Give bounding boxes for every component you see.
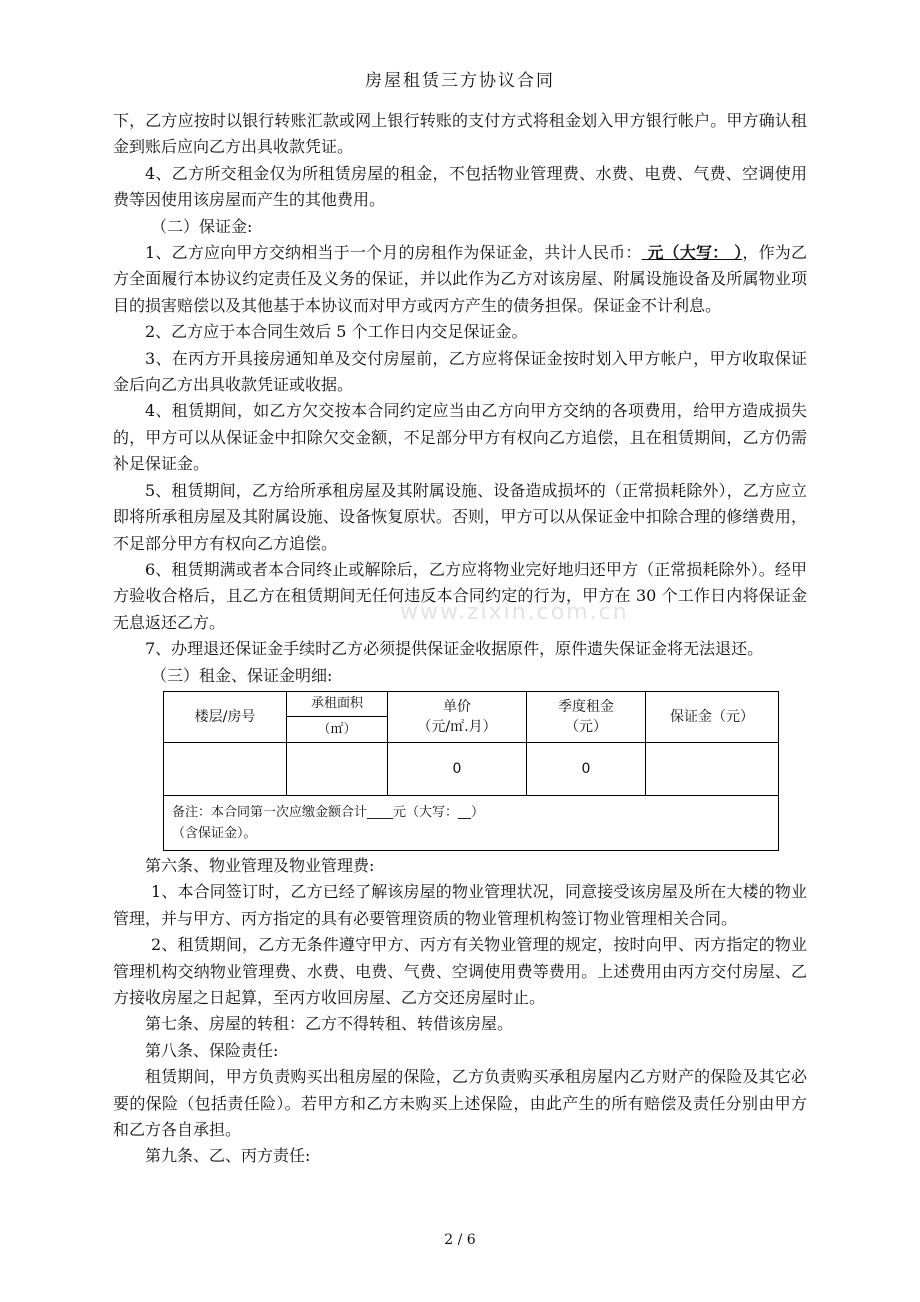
paragraph-deposit-5: 5、租赁期间，乙方给所承租房屋及其附属设施、设备造成损坏的（正常损耗除外），乙方应立即将所承租房屋及其附属设施、设备恢复原状。否则，甲方可以从保证金中扣除合理的修缮费用，不足部分甲方有权向乙方追偿。: [113, 480, 807, 553]
cell-deposit: [646, 742, 779, 795]
deposit-amount-blank: 元（大写： ）: [641, 243, 743, 263]
heading-article-6: 第六条、物业管理及物业管理费:: [145, 855, 375, 875]
table-note-line-1: 备注：本合同第一次应缴金额合计____元（大写：__）: [172, 804, 485, 820]
document-title: 房屋租赁三方协议合同: [365, 71, 555, 91]
heading-article-8: 第八条、保险责任:: [145, 1040, 279, 1060]
deposit-1-text-a: 1、乙方应向甲方交纳相当于一个月的房租作为保证金，共计人民币：: [145, 243, 642, 263]
header-floor-room: 楼层/房号: [164, 691, 287, 742]
paragraph-article-6-1: 1、本合同签订时，乙方已经了解该房屋的物业管理状况，同意接受该房屋及所在大楼的物业管理，并与甲方、丙方指定的具有必要管理资质的物业管理机构签订物业管理相关合同。: [113, 882, 807, 928]
heading-article-9: 第九条、乙、丙方责任:: [145, 1146, 311, 1166]
paragraph-payment-method: 下，乙方应按时以银行转账汇款或网上银行转账的支付方式将租金划入甲方银行帐户。甲方确认租金到账后应向乙方出具收款凭证。: [113, 111, 807, 157]
paragraph-article-7: 第七条、房屋的转租：乙方不得转租、转借该房屋。: [145, 1014, 514, 1034]
header-unit-price-label: 单价: [443, 698, 471, 715]
cell-floor-room: [164, 742, 287, 795]
header-unit-price-unit: （元/㎡.月）: [417, 718, 497, 735]
paragraph-deposit-7: 7、办理退还保证金手续时乙方必须提供保证金收据原件，原件遗失保证金将无法退还。: [145, 639, 764, 659]
watermark: www.zixin.com.cn: [400, 600, 629, 625]
header-deposit: 保证金（元）: [646, 691, 779, 742]
paragraph-deposit-3: 3、在丙方开具接房通知单及交付房屋前，乙方应将保证金按时划入甲方帐户，甲方收取保证金后向乙方出具收款凭证或收据。: [113, 348, 807, 395]
paragraph-article-8-1: 租赁期间，甲方负责购买出租房屋的保险，乙方负责购买承租房屋内乙方财产的保险及其它必要的保险（包括责任险）。若甲方和乙方未购买上述保险，由此产生的所有赔偿及责任分别由甲方和乙方各自承担。: [113, 1067, 807, 1139]
header-quarter-rent-unit: （元）: [565, 718, 607, 735]
cell-area: [287, 742, 388, 795]
paragraph-deposit-4: 4、租赁期间，如乙方欠交按本合同约定应当由乙方向甲方交纳的各项费用，给甲方造成损失的，甲方可以从保证金中扣除欠交金额，不足部分甲方有权向乙方追偿，且在租赁期间，乙方仍需补足保证金。: [113, 401, 807, 474]
cell-unit-price: 0: [388, 742, 527, 795]
heading-deposit: （二）保证金:: [151, 216, 253, 236]
paragraph-deposit-6: 6、租赁期满或者本合同终止或解除后，乙方应将物业完好地归还甲方（正常损耗除外）。经甲方验收合格后，且乙方在租赁期间无任何违反本合同约定的行为，甲方在 30 个工作日内将保证金无息返还乙方。: [113, 559, 807, 632]
paragraph-deposit-1: [113, 240, 807, 319]
header-quarter-rent-label: 季度租金: [558, 698, 614, 715]
table-note: [164, 795, 779, 850]
rent-deposit-table: [163, 691, 779, 851]
header-area-unit: （㎡）: [287, 717, 388, 743]
deposit-1-text-b: ，作为乙方全面履行本协议约定责任及义务的保证，并以此作为乙方对该房屋、附属设施设备及所属物业项目的损害赔偿以及其他基于本协议而对甲方或丙方产生的债务担保。保证金不计利息。: [113, 243, 807, 315]
page-number: 2 / 6: [444, 1232, 476, 1248]
header-unit-price: [388, 691, 527, 742]
paragraph-deposit-2: 2、乙方应于本合同生效后 5 个工作日内交足保证金。: [145, 322, 528, 342]
table-note-line-2: （含保证金）。: [172, 825, 257, 841]
header-quarter-rent: [527, 691, 646, 742]
cell-quarter-rent: 0: [527, 742, 646, 795]
heading-rent-details: （三）租金、保证金明细:: [151, 665, 333, 685]
paragraph-rent-scope: 4、乙方所交租金仅为所租赁房屋的租金，不包括物业管理费、水费、电费、气费、空调使用费等因使用该房屋而产生的其他费用。: [113, 163, 807, 210]
paragraph-article-6-2: 2、租赁期间，乙方无条件遵守甲方、丙方有关物业管理的规定，按时向甲、丙方指定的物业管理机构交纳物业管理费、水费、电费、气费、空调使用费等费用。上述费用由丙方交付房屋、乙方接收房屋之日起算，至丙方收回房屋、乙方交还房屋时止。: [113, 935, 807, 1007]
header-area: 承租面积: [287, 691, 388, 717]
